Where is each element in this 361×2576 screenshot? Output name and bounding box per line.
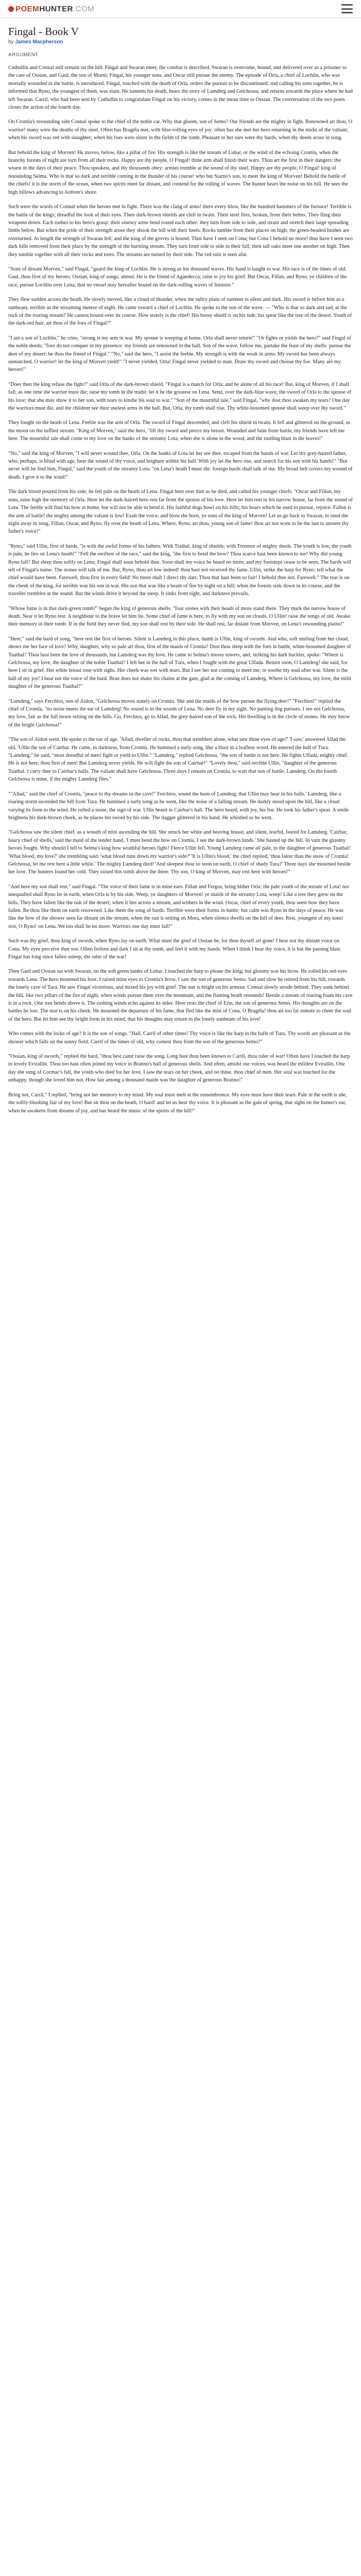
site-logo[interactable] xyxy=(8,5,94,13)
poem-title-block xyxy=(0,18,361,45)
poem-paragraph: "Whose fame is in that dark-green tomb?" began the king of generous shells: "four stones with their heads of moss stand there. They mark the narrow house of death. Near it let Ryno rest. A neighbour to the brave let him lie. Some chief of fame is here, to fly with my son on clouds. O Ullin! raise the songs of old. Awake their memory in their tomb. If in the field they never fled, my son shall rest by their side. He shall rest, far distant from Morven, on Lena's resounding plains!" xyxy=(8,605,351,628)
poem-paragraph: "Gelchossa saw the silent chief, as a wreath of mist ascending the hill. She struck her white and heaving breast; and silent, tearful, feared for Lamderg. 'Cairbar, hoary chief of shells,' said the maid of the tender hand, 'I must bend the bow on Cromla. I see the dark-brown hinds.' She hasted up the hill. In vain the gloomy heroes fought. Why should I tell to Selma's king how wrathful heroes fight? Fierce Ullin fell. Young Lamderg came all pale, to the daughter of generous Tuathal! 'What blood, my love?' she trembling said: 'what blood runs down my warrior's side?' 'It is Ullin's blood,' the chief replied, 'thou fairer than the snow of Cromla! Gelchossa, let me rest here a little while.' The mighty Lamderg died! 'And sleepest thou so soon on earth, O chief of shady Tura?' Three days she mourned beside her love. The hunters found her cold. They raised this tomb above the three. Thy son, O king of Morven, may rest here with heroes!" xyxy=(8,829,351,875)
poem-paragraph: ""Allad," said the chief of Cromla, "peace to thy dreams in the cave!" Ferchios, sound the horn of Lamderg, that Ullin may hear in his halls.' Lamderg, like a roaring storm ascended the hill from Tura. He hummed a surly song as he went, like the noise of a falling stream. He darkly stood upon the hill, like a cloud varying its form to the wind. He rolled a stone, the sign of war. Ullin heard in Cairbar's hall. The hero heard, with joy, his foe. He took his father's spear. A smile brightens his dark-brown cheek, as he places his sword by his side. The dagger glittered in his hand. He whistled as he went. xyxy=(8,791,349,821)
poem-paragraph: But behold the king of Morven! He moves, below, like a pillar of fire. His strength is like the stream of Lubar, or the wind of the echoing Cromla, when the branchy forests of night are torn from all their rocks. Happy are thy people, O Fingal! thine arm shall finish their wars. Thou art the first in their dangers: the wisest in the days of their peace. Thou speakest, and thy thousands obey: armies tremble at the sound of thy steel. Happy are thy people, O Fingal! king of resounding Selma. Who is that so dark and terrible coming in the thunder of his course! who but Starno's son, to meet the king of Morven! Behold the battle of the chiefs! it is the storm of the ocean, when two spirits meet far distant, and contend for the rolling of waves. The hunter hears the noise on his hill. He sees the high billows advancing to Ardven's shore. xyxy=(8,149,348,195)
poem-paragraph: "No," said the king of Morven; "I will never wound thee, Orla. On the banks of Lota let her see thee, escaped from the hands of war. Let thy grey-haired father, who, perhaps, is blind with age, hear the sound of thy voice, and brighten within his hall. With joy let the hero rise, and search for his son with his hands!" "But never will he find him, Fingal," said the youth of the streamy Lota: "on Lena's heath I must die: foreign bards shall talk of me. My broad belt covers my wound of death. I give it to the wind!" xyxy=(8,450,353,480)
poem-content xyxy=(0,45,361,1142)
poem-paragraph: "Sons of distant Morven," said Fingal, "guard the king of Lochlin. He is strong as his thousand waves. His hand is taught to war. His race is of the times of old. Gaul, thou first of my heroes; Ossian, king of songs, attend. He is the friend of Agandecca; raise to joy his grief. But Oscar, Fillan, and Ryno, ye children of the race, pursue Lochlin over Lena; that no vessel may hereafter bound on the dark-rolling waves of Inistore." xyxy=(8,266,347,288)
poem-paragraph: On Cromla's resounding side Connal spoke to the chief of the noble car. Why that gloom, son of Semo? Our friends are the mighty in fight. Renowned art thou, O warrior! many were the deaths of thy steel. Often has Bragéla met, with blue-rolling eyes of joy: often has she met her hero returning in the midst of the valiant; when his sword was red with slaughter; when his foes were silent in the fields of the tomb. Pleasant to her ears were thy bards, when thy deeds arose in song. xyxy=(8,119,353,141)
poem-paragraph: "Does then the king refuse the fight?" said Orla of the dark-brown shield. "Fingal is a match for Orla: and he alone of all his race! But, king of Morven, if I shall fall; as one time the warrior must die; raise my tomb in the midst: let it be the greatest on Lena. Send, over the dark-blue wave, the sword of Orla to the spouse of his love; that she may show it to her son, with tears to kindle his soul to war." "Son of the mournful tale," said Fingal, "why dost thou awaken my tears? One day the warriors must die, and the children see their useless arms in the hall. But, Orla, thy tomb shall rise. Thy white-bosomed spouse shall weep over thy sword." xyxy=(8,381,352,412)
logo-icon xyxy=(8,6,14,12)
poem-paragraph: The dark blood poured from his side; he fell pale on the heath of Lena. Fingal bent over him as he died, and called his younger chiefs. "Oscar and Fillan, my sons, raise high the memory of Orla. Here let the dark-haired hero rest far from the spouse of his love. Here let him rest in his narrow house, far from the sound of Lota. The feeble will find his bow at home, but will not be able to bend it. His faithful dogs howl on his hills; his boars which he used to pursue, rejoice. Fallen is the arm of battle! the mighty among the valiant is low! Exalt the voice, and blow the horn, ye sons of the king of Morven! Let us go back to Swaran, to send the night away in song. Fillan, Oscar, and Ryno, fly over the heath of Lena. Where, Ryno, art thou, young son of fame! thou art not wont to be the last to answer thy father's voice!" xyxy=(8,489,353,535)
poem-paragraph: They flew sudden across the heath. He slowly moved, like a cloud of thunder, when the sultry plain of summer is silent and dark. His sword is before him as a sunbeam; terrible as the streaming meteor of night. He came toward a chief of Lochlin. He spoke to the son of the wave. — "Who is that so dark and sad, at the rock of the roaring stream? He cannot bound over its course. How stately is the chief! His bossy shield is on his side; his spear like the tree of the desert. Youth of the dark-red hair, art thou of the foes of Fingal?" xyxy=(8,297,352,327)
argument-heading: ARGUMENT xyxy=(8,52,39,58)
poem-paragraph: "Ryno," said Ullin, first of bards, "is with the awful forms of his fathers. With Trathal, king of shields; with Trenmor of mighty deeds. The youth is low, the youth is pale, he lies on Lena's heath!" "Fell the swiftest of the race," said the king, "the first to bend the bow? Thou scarce hast been known to me! Why did young Ryno fall? But sleep thou softly on Lena; Fingal shall soon behold thee. Soon shall my voice be heard no more, and my footsteps cease to be seen. The bards will tell of Fingal's name. The stones will talk of me. But, Ryno, thou art low indeed! thou hast not received thy fame. Ullin, strike the harp for Ryno; tell what the chief would have been. Farewell, thou first in every field! No more shall I direct thy dart. Thou that hast been so fair! I behold thee not. Farewell." The tear is on the cheek of the king, for terrible was his son in war. His son that was like a beam of fire by night on a hill; when the forests sink down in its course, and the traveller trembles at the sound. But the winds drive it beyond the steep. It sinks from sight, and darkness prevails. xyxy=(8,543,352,597)
poem-paragraph: "Here," said the bard of song, "here rest the first of heroes. Silent is Lamderg in this place, dumb is Ullin, king of swords. And who, soft smiling from her cloud, shows me her face of love? Why, daughter, why so pale art thou, first of the maids of Cromla? Dost thou sleep with the foes in battle, white-bosomed daughter of Tuathal? Thou hast been the love of thousands, but Lamderg was thy love. He came to Selma's mossy towers, and, striking his dark buckler, spoke: "Where is Gelchossa, my love, the daughter of the noble Tuathal? I left her in the hall of Tura, when I fought with the great Ulfada. Return soon, O Lamderg! she said, for here I sit in grief. Her white breast rose with sighs. Her cheek was wet with tears. But I see her not coming to meet me; to soothe my soul after war. Silent is the hall of my joy! I hear not the voice of the bard. Bran does not shake his chains at the gate, glad at the coming of Lamderg. Where is Gelchossa, my love, the mild daughter of the generous Tuathal?" xyxy=(8,636,351,690)
author-link[interactable]: James Macpherson xyxy=(15,39,63,45)
hamburger-menu-icon[interactable] xyxy=(341,4,353,13)
poem-paragraph: Such were the words of Connal when the heroes met in fight. There was the clang of arms! there every blow, like the hundred hammers of the furnace! Terrible is the battle of the kings; dreadful the look of their eyes. Their dark-brown shields are cleft in twain. Their steel flies, broken, from their helms. They fling their weapons down. Each rushes to his hero's grasp; their sinewy arms bend round each other: they turn from side to side, and strain and stretch their large spreading limbs below. But when the pride of their strength arose they shook the hill with their heels. Rocks tumble from their places on high; the green-headed bushes are overturned. At length the strength of Swaran fell; and the king of the groves is bound. Thus have I seen on Cona; but Cona I behold no more! thus have I seen two dark hills removed from their place by the strength of the bursting stream. They turn from side to side in their fall; their tall oaks meet one another on high. Then they tumble together with all their rocks and trees. The streams are turned by their side. The red ruin is seen afar. xyxy=(8,204,353,258)
poem-paragraph: "And here my son shall rest," said Fingal. "The voice of their fame is in mine ears. Fillan and Fergus, bring hither Orla; the pale youth of the stream of Lota! not unequalled shall Ryno lie in earth, when Orla is by his side. Weep, ye daughters of Morven! ye maids of the streamy Lota, weep! Like a tree they grew on the hills. They have fallen like the oak of the desert; when it lies across a stream, and withers in the wind. Oscar, chief of every youth, thou seest how they have fallen. Be thou like them on earth renowned. Like them the song of bards. Terrible were their forms in battle; but calm was Ryno in the days of peace. He was like the bow of the shower seen far distant on the stream; when the sun is setting on Mora, when silence dwells on the hill of deer. Rest, youngest of my sons! rest, O Ryno! on Lena. We too shall be no more. Warriors one day must fall!" xyxy=(8,884,349,929)
poem-paragraph: "Lamderg," says Ferchios, son of Aidon, "Gelchossa moves stately on Cromla. She and the maids of the bow pursue the flying deer!" "Ferchios!" replied the chief of Cromla, "no noise meets the ear of Lamderg! No sound is in the woods of Lena. No deer fly in my sight. No panting dog pursues. I see not Gelchossa, my love, fair as the full moon setting on the hills. Go, Ferchios, go to Allad, the grey-haired son of the rock. His dwelling is in the circle of stones. He may know of the bright Gelchossa!" xyxy=(8,698,350,728)
poem-paragraph: Who comes with the locks of age? It is the son of songs. "Hail, Carril of other times! Thy voice is like the harp in the halls of Tura. Thy words are pleasant as the shower which falls on the sunny field. Carril of the times of old, why comest thou from the son of the generous Semo?" xyxy=(8,1031,351,1045)
poem-paragraph: "I am a son of Lochlin," he cries; "strong is my arm in war. My spouse is weeping at home. Orla shall never return!" "Or fights or yields the hero?" said Fingal of the noble deeds; "foes do not conquer in my presence: my friends are renowned in the hall. Son of the wave, follow me, partake the feast of my shells: pursue the deer of my desert: be thou the friend of Fingal." "No," said the hero, "I assist the feeble. My strength is with the weak in arms. My sword has been always unmatched, O warrior! let the king of Morven yield!" "I never yielded, Orla! Fingal never yielded to man. Draw thy sword and choose thy foe. Many are my heroes!" xyxy=(8,335,351,373)
page-title: Fingal - Book V xyxy=(8,25,79,38)
logo-text-poem: POEM xyxy=(15,4,40,13)
poem-paragraph: Bring not, Carril," I replied, "bring not her memory to my mind. My soul must melt at the remembrance. My eyes must have their tears. Pale in the earth is she, the softly-blushing fair of my love! But sit thou on the heath, O bard! and let us hear thy voice. It is pleasant as the gale of spring, that sighs on the hunter's ear, when he awakens from dreams of joy, and has heard the music of the spirits of the hill!" xyxy=(8,1092,347,1114)
menu-bar xyxy=(341,4,353,6)
menu-bar xyxy=(341,8,353,10)
author-line xyxy=(8,39,353,45)
author-prefix: by xyxy=(8,39,14,45)
poem-paragraph: Then Gaul and Ossian sat with Swaran, on the soft green banks of Lubar. I touched the harp to please the king; but gloomy was his brow. He rolled his red eyes towards Lena. The hero mourned his host. I raised mine eyes to Cromla's brow. I saw the son of generous Semo. Sad and slow he retired from his hill, towards the lonely cave of Tura. He saw Fingal victorious, and mixed his joy with grief. The sun is bright on his armour. Connal slowly strode behind. They sunk behind the hill, like two pillars of the fire of night, when winds pursue them over the mountain, and the flaming heath resounds! Beside a stream of roaring foam his cave is in a rock. One tree bends above it. The rushing winds echo against its sides. Here rests the chief of Erin, the son of generous Semo. His thoughts are on the battles he lost. The tear is on his cheek. He mourned the departure of his fame, that fled like the mist of Cona. O Bragéla! thou art too far remote to cheer the soul of the hero. But let him see thy bright form in his mind, that his thoughts may return to the lonely sunbeam of his love! xyxy=(8,969,353,1022)
logo-text-com: .COM xyxy=(73,4,94,13)
poem-paragraph: Cuthullin and Connal still remain on the hill. Fingal and Swaran meet; the combat is described. Swaran is overcome, bound, and delivered over as a prisoner to the care of Ossian, and Gaul, the son of Morni; Fingal, his younger sons, and Oscar still pursue the enemy. The episode of Orla, a chief of Lochlin, who was mortally wounded in the battle, is introduced. Fingal, touched with the death of Orla, orders the pursuit to be discontinued; and calling his sons together, he is informed that Ryno, the youngest of them, was slain. He laments his death, hears the story of Lamderg and Gelchossa, and returns towards the place where he had left Swaran. Carril, who had been sent by Cuthullin to congratulate Fingal on his victory, comes in the mean time to Ossian. The conversation of the two poets closes the action of the fourth day. xyxy=(8,65,353,111)
site-header xyxy=(0,0,361,18)
poem-paragraph: "The son of Aidon went. He spoke to the ear of age. 'Allad, dweller of rocks, thou that tremblest alone, what saw thine eyes of age?' 'I saw,' answered Allad the old, 'Ullin the son of Cairbar. He came, in darkness, from Cromla. He hummed a surly song, like a blast in a leafless wood. He entered the hall of Tura. "Lamderg," he said, "most dreadful of men! fight or yield to Ullin." "Lamderg," replied Gelchossa, "the son of battle is not here. He fights Ulfada, mighty chief. He is not here, thou first of men! But Lamderg never yields. He will fight the son of Cairbar!" "Lovely thou," said terrible Ullin, "daughter of the generous Tuathal. I carry thee to Cairbar's halls. The valiant shall have Gelchossa. Three days I remain on Cromla, to wait that son of battle, Lamderg. On the fourth Gelchossa is mine, if the mighty Lamderg flies." xyxy=(8,737,349,783)
poem-paragraph: "Ossian, king of swords," replied the bard, "thou best canst raise the song. Long hast thou been known to Carril, thou ruler of war! Often have I touched the harp to lovely Evirallin. Thou too hast often joined my voice in Branno's hall of generous shells. And often, amidst our voices, was heard the mildest Evirallin. One day she sung of Cormac's fall, the youth who died for her love. I saw the tears on her cheek, and on thine, thou chief of men. Her soul was touched for the unhappy, though she loved him not. How fair among a thousand maids was the daughter of generous Branno!" xyxy=(8,1054,350,1083)
poem-paragraph: They fought on the heath of Lena. Feeble was the arm of Orla. The sword of Fingal descended, and cleft his shield in twain. It fell and glittered on the ground, as the moon on the ruffled stream. "King of Morven," said the hero, "lift thy sword and pierce my breast. Wounded and faint from battle, my friends have left me here. The mournful tale shall come to my love on the banks of the streamy Lota; when she is alone in the wood, and the rustling blast in the leaves!" xyxy=(8,420,351,442)
menu-bar xyxy=(341,12,353,13)
logo-text-hunter: HUNTER xyxy=(39,4,73,13)
poem-paragraph: Such was thy grief, thou king of swords, when Ryno lay on earth. What must the grief of Ossian be, for thou thyself art gone! I hear not thy distant voice on Cona. My eyes perceive thee not. Often forlorn and dark I sit at thy tomb, and feel it with my hands. When I think I hear thy voice, it is but the passing blast. Fingal has long since fallen asleep, the ruler of the war! xyxy=(8,938,341,960)
